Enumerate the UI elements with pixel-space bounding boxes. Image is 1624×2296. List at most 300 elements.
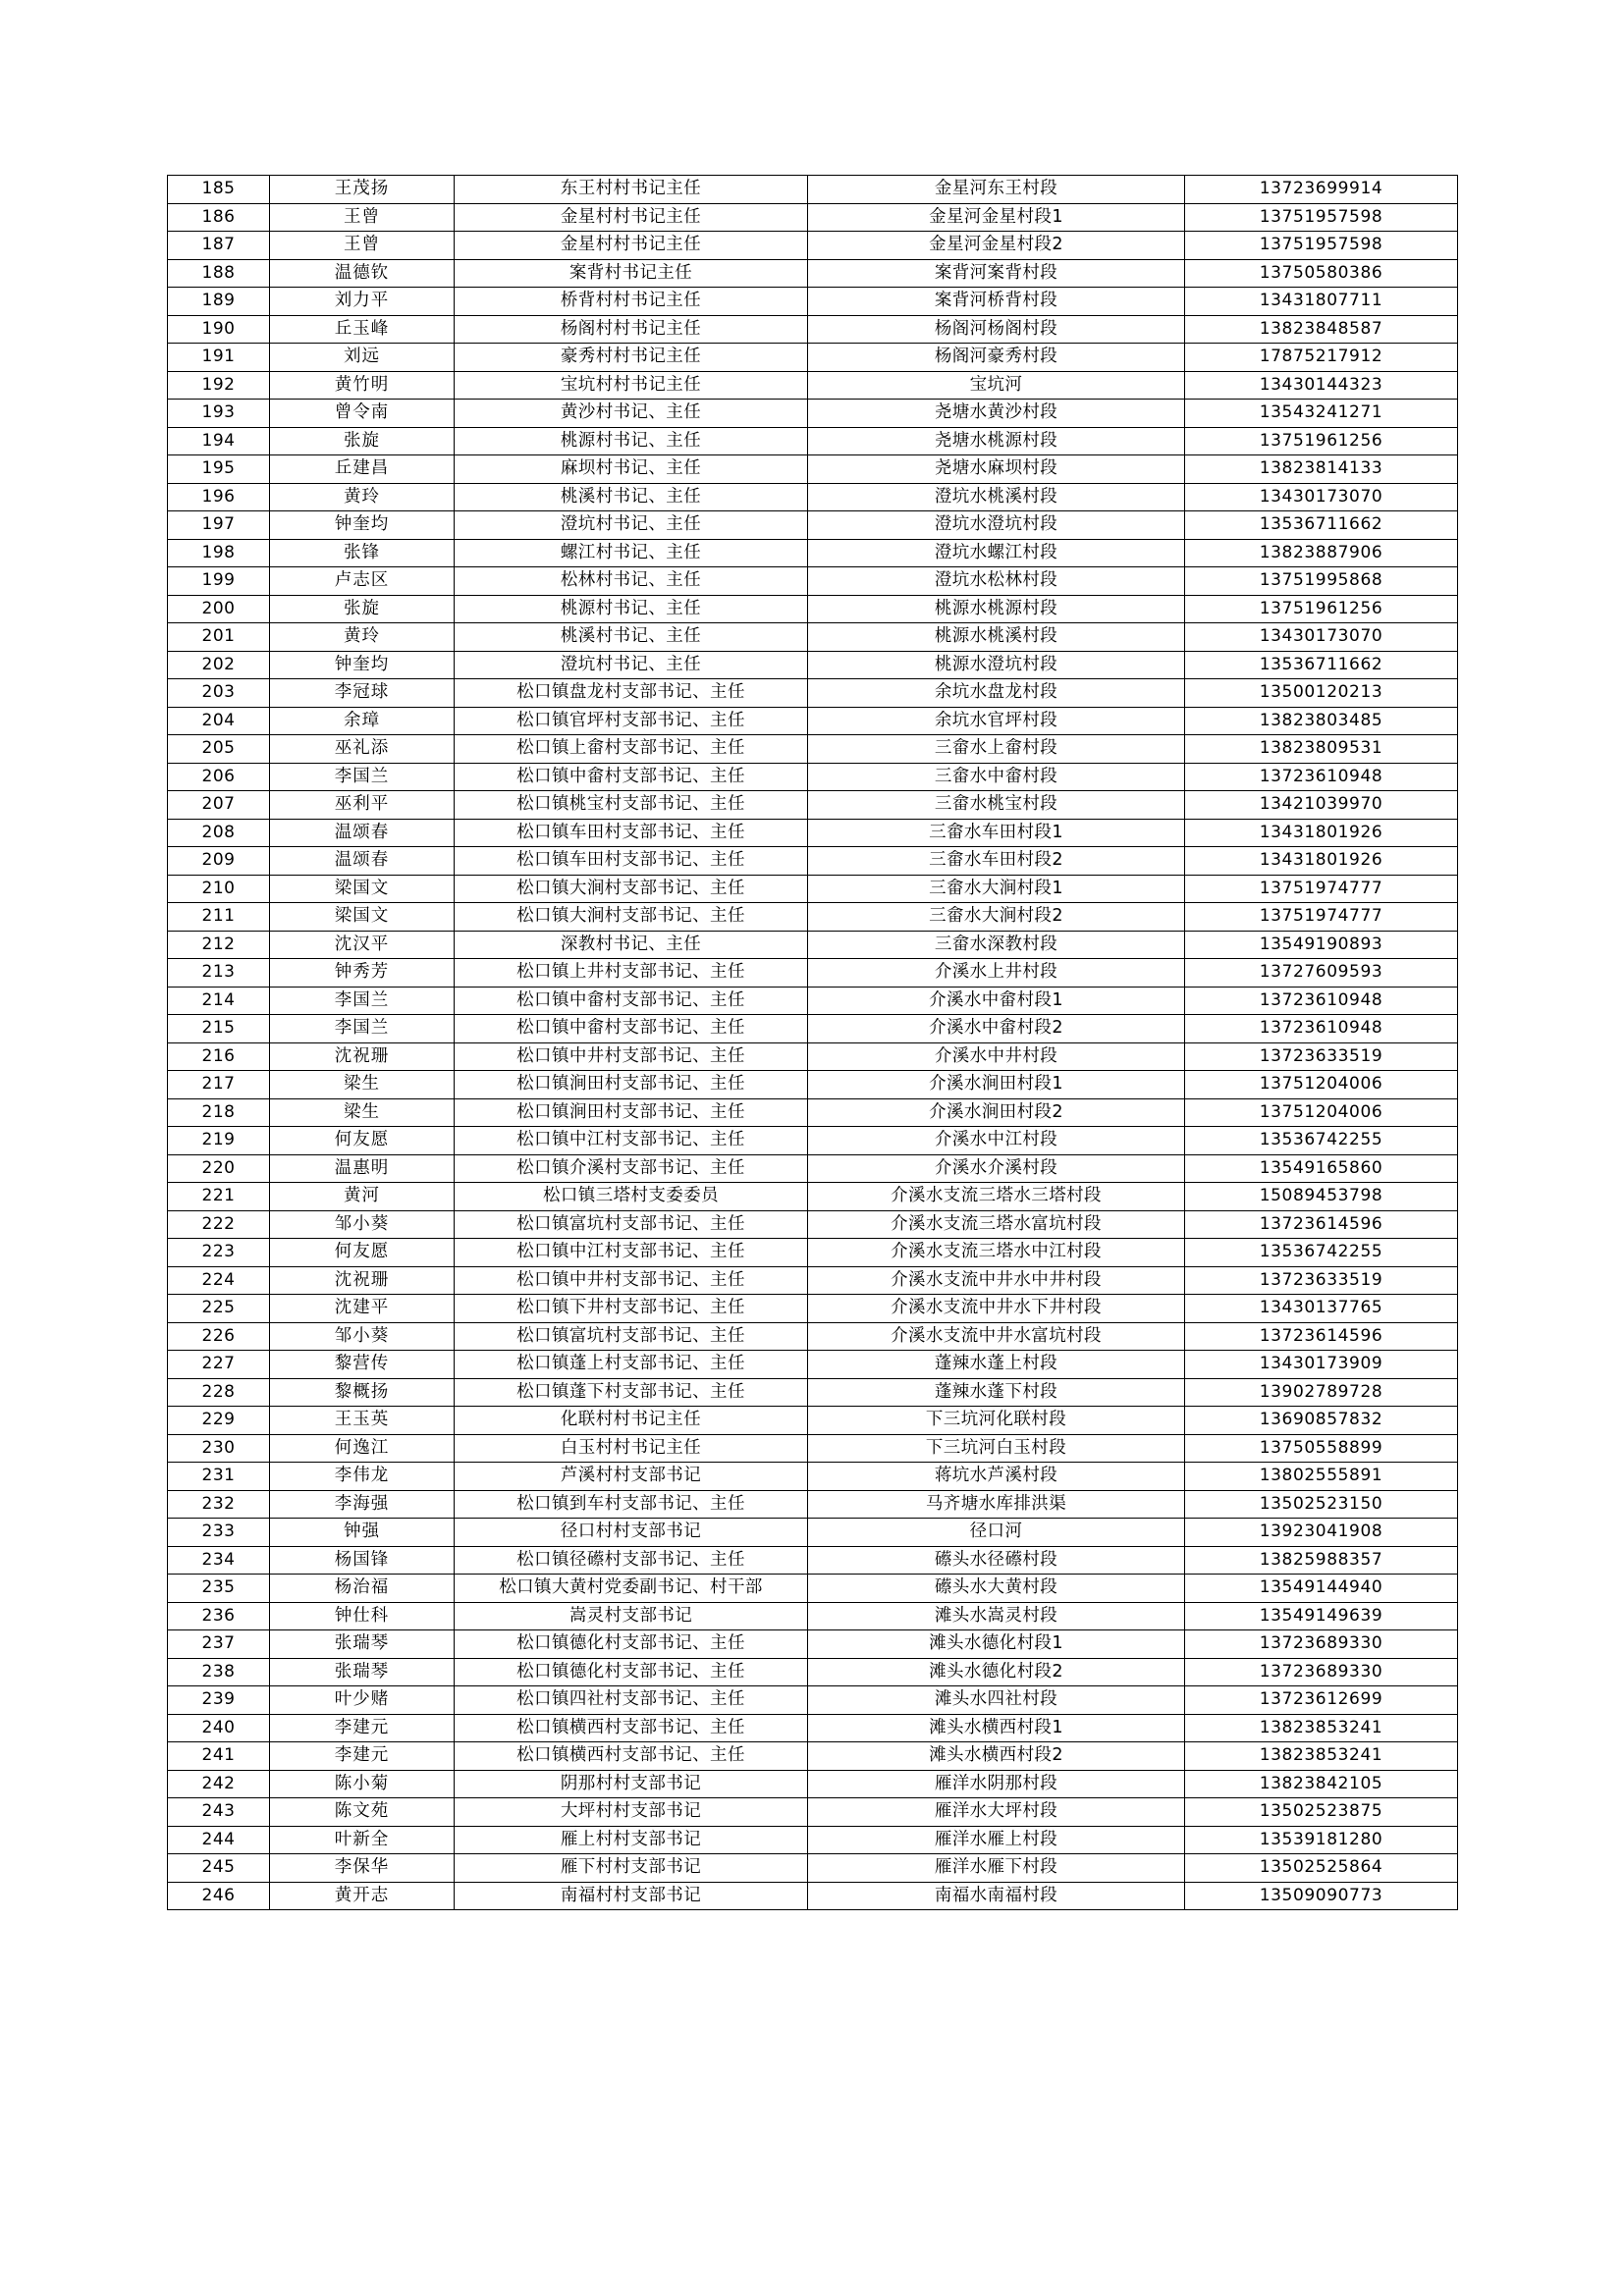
row-index: 224 xyxy=(168,1266,270,1295)
row-index: 245 xyxy=(168,1854,270,1883)
row-index: 230 xyxy=(168,1434,270,1463)
row-reach: 澄坑水桃溪村段 xyxy=(808,483,1185,511)
row-name: 卢志区 xyxy=(270,567,455,596)
table-row xyxy=(168,875,1458,903)
row-phone: 13536711662 xyxy=(1185,511,1458,540)
row-index: 223 xyxy=(168,1239,270,1267)
row-index: 194 xyxy=(168,427,270,455)
row-post: 松口镇盘龙村支部书记、主任 xyxy=(455,679,808,708)
row-reach: 蓬辣水蓬上村段 xyxy=(808,1351,1185,1379)
row-name: 刘力平 xyxy=(270,288,455,316)
row-index: 203 xyxy=(168,679,270,708)
row-name: 李国兰 xyxy=(270,1015,455,1043)
row-name: 杨治福 xyxy=(270,1575,455,1603)
row-post: 松口镇中江村支部书记、主任 xyxy=(455,1127,808,1155)
row-index: 225 xyxy=(168,1295,270,1323)
table-row xyxy=(168,1322,1458,1351)
row-phone: 13751995868 xyxy=(1185,567,1458,596)
row-index: 214 xyxy=(168,987,270,1015)
row-name: 沈祝珊 xyxy=(270,1266,455,1295)
row-name: 李建元 xyxy=(270,1714,455,1742)
row-phone: 13751957598 xyxy=(1185,203,1458,232)
row-name: 陈文苑 xyxy=(270,1798,455,1827)
row-index: 198 xyxy=(168,539,270,567)
row-index: 243 xyxy=(168,1798,270,1827)
row-post: 杨阁村村书记主任 xyxy=(455,315,808,344)
row-name: 沈祝珊 xyxy=(270,1042,455,1071)
table-row xyxy=(168,1854,1458,1883)
row-reach: 三畲水深教村段 xyxy=(808,931,1185,959)
row-post: 麻坝村书记、主任 xyxy=(455,455,808,484)
table-row xyxy=(168,1686,1458,1715)
row-name: 叶新全 xyxy=(270,1826,455,1854)
row-phone: 13823853241 xyxy=(1185,1714,1458,1742)
table-row xyxy=(168,707,1458,735)
table-row xyxy=(168,1434,1458,1463)
row-phone: 13823814133 xyxy=(1185,455,1458,484)
row-name: 梁生 xyxy=(270,1098,455,1127)
row-index: 217 xyxy=(168,1071,270,1099)
row-phone: 13723610948 xyxy=(1185,1015,1458,1043)
table-row xyxy=(168,203,1458,232)
row-reach: 雁洋水大坪村段 xyxy=(808,1798,1185,1827)
row-phone: 13823803485 xyxy=(1185,707,1458,735)
row-index: 231 xyxy=(168,1463,270,1491)
row-post: 松口镇上井村支部书记、主任 xyxy=(455,959,808,988)
row-post: 松口镇车田村支部书记、主任 xyxy=(455,847,808,876)
row-post: 松口镇中井村支部书记、主任 xyxy=(455,1266,808,1295)
row-name: 钟仕科 xyxy=(270,1602,455,1630)
row-phone: 13727609593 xyxy=(1185,959,1458,988)
row-name: 曾令南 xyxy=(270,400,455,428)
row-post: 径口村村支部书记 xyxy=(455,1519,808,1547)
row-phone: 13902789728 xyxy=(1185,1378,1458,1407)
table-row xyxy=(168,400,1458,428)
table-row xyxy=(168,1266,1458,1295)
row-name: 丘玉峰 xyxy=(270,315,455,344)
table-row xyxy=(168,1519,1458,1547)
row-post: 松口镇富坑村支部书记、主任 xyxy=(455,1322,808,1351)
roster-table-body xyxy=(168,176,1458,1910)
row-name: 叶少赌 xyxy=(270,1686,455,1715)
row-name: 温颂春 xyxy=(270,819,455,847)
row-index: 206 xyxy=(168,763,270,791)
row-phone: 13825988357 xyxy=(1185,1546,1458,1575)
row-index: 186 xyxy=(168,203,270,232)
row-reach: 杨阁河杨阁村段 xyxy=(808,315,1185,344)
row-post: 桃源村书记、主任 xyxy=(455,427,808,455)
row-reach: 三畲水桃宝村段 xyxy=(808,791,1185,820)
row-post: 松口镇横西村支部书记、主任 xyxy=(455,1742,808,1771)
row-post: 松口镇到车村支部书记、主任 xyxy=(455,1490,808,1519)
row-name: 李冠球 xyxy=(270,679,455,708)
table-row xyxy=(168,1602,1458,1630)
row-reach: 介溪水支流三塔水中江村段 xyxy=(808,1239,1185,1267)
table-row xyxy=(168,1210,1458,1239)
row-index: 239 xyxy=(168,1686,270,1715)
row-reach: 桃源水澄坑村段 xyxy=(808,651,1185,679)
table-row xyxy=(168,1575,1458,1603)
table-row xyxy=(168,903,1458,932)
row-phone: 13723614596 xyxy=(1185,1322,1458,1351)
table-row xyxy=(168,595,1458,623)
row-reach: 蒋坑水芦溪村段 xyxy=(808,1463,1185,1491)
row-post: 金星村村书记主任 xyxy=(455,232,808,260)
row-name: 温德钦 xyxy=(270,259,455,288)
row-name: 梁生 xyxy=(270,1071,455,1099)
row-post: 松口镇蓬上村支部书记、主任 xyxy=(455,1351,808,1379)
row-index: 195 xyxy=(168,455,270,484)
row-phone: 13502523150 xyxy=(1185,1490,1458,1519)
row-name: 沈汉平 xyxy=(270,931,455,959)
row-name: 黎营传 xyxy=(270,1351,455,1379)
table-row xyxy=(168,791,1458,820)
row-post: 案背村书记主任 xyxy=(455,259,808,288)
row-phone: 13750558899 xyxy=(1185,1434,1458,1463)
row-index: 187 xyxy=(168,232,270,260)
row-name: 黄玲 xyxy=(270,623,455,652)
row-index: 220 xyxy=(168,1154,270,1183)
table-row xyxy=(168,735,1458,764)
row-reach: 介溪水中畲村段2 xyxy=(808,1015,1185,1043)
row-name: 陈小菊 xyxy=(270,1770,455,1798)
row-name: 张瑞琴 xyxy=(270,1630,455,1659)
table-row xyxy=(168,1826,1458,1854)
row-phone: 13549165860 xyxy=(1185,1154,1458,1183)
row-phone: 13823848587 xyxy=(1185,315,1458,344)
table-row xyxy=(168,511,1458,540)
row-index: 221 xyxy=(168,1183,270,1211)
row-name: 何友愿 xyxy=(270,1127,455,1155)
row-reach: 介溪水涧田村段2 xyxy=(808,1098,1185,1127)
table-row xyxy=(168,1015,1458,1043)
row-phone: 17875217912 xyxy=(1185,344,1458,372)
table-row xyxy=(168,371,1458,400)
table-row xyxy=(168,259,1458,288)
row-reach: 桃源水桃源村段 xyxy=(808,595,1185,623)
row-phone: 13723689330 xyxy=(1185,1630,1458,1659)
table-row xyxy=(168,176,1458,204)
table-row xyxy=(168,1490,1458,1519)
row-phone: 13500120213 xyxy=(1185,679,1458,708)
row-post: 黄沙村书记、主任 xyxy=(455,400,808,428)
row-phone: 13802555891 xyxy=(1185,1463,1458,1491)
row-reach: 三畲水上畲村段 xyxy=(808,735,1185,764)
row-post: 南福村村支部书记 xyxy=(455,1882,808,1910)
row-phone: 13823853241 xyxy=(1185,1742,1458,1771)
row-name: 巫利平 xyxy=(270,791,455,820)
row-post: 松口镇车田村支部书记、主任 xyxy=(455,819,808,847)
table-row xyxy=(168,763,1458,791)
row-reach: 礤头水大黄村段 xyxy=(808,1575,1185,1603)
row-reach: 尧塘水麻坝村段 xyxy=(808,455,1185,484)
row-phone: 13823809531 xyxy=(1185,735,1458,764)
row-reach: 滩头水四社村段 xyxy=(808,1686,1185,1715)
row-reach: 滩头水横西村段1 xyxy=(808,1714,1185,1742)
row-index: 199 xyxy=(168,567,270,596)
row-phone: 13430144323 xyxy=(1185,371,1458,400)
row-index: 208 xyxy=(168,819,270,847)
row-name: 梁国文 xyxy=(270,875,455,903)
row-name: 温颂春 xyxy=(270,847,455,876)
row-post: 雁上村村支部书记 xyxy=(455,1826,808,1854)
row-reach: 雁洋水雁下村段 xyxy=(808,1854,1185,1883)
row-reach: 滩头水嵩灵村段 xyxy=(808,1602,1185,1630)
row-reach: 介溪水介溪村段 xyxy=(808,1154,1185,1183)
row-post: 桃溪村书记、主任 xyxy=(455,483,808,511)
row-name: 王曾 xyxy=(270,203,455,232)
row-name: 王曾 xyxy=(270,232,455,260)
row-name: 李伟龙 xyxy=(270,1463,455,1491)
row-index: 241 xyxy=(168,1742,270,1771)
row-post: 阴那村村支部书记 xyxy=(455,1770,808,1798)
row-index: 197 xyxy=(168,511,270,540)
row-index: 192 xyxy=(168,371,270,400)
row-phone: 13751204006 xyxy=(1185,1071,1458,1099)
table-row xyxy=(168,1714,1458,1742)
row-index: 244 xyxy=(168,1826,270,1854)
row-phone: 13823842105 xyxy=(1185,1770,1458,1798)
row-index: 219 xyxy=(168,1127,270,1155)
table-row xyxy=(168,1546,1458,1575)
row-name: 李国兰 xyxy=(270,987,455,1015)
row-name: 李国兰 xyxy=(270,763,455,791)
table-row xyxy=(168,1351,1458,1379)
row-post: 化联村村书记主任 xyxy=(455,1407,808,1435)
row-name: 何友愿 xyxy=(270,1239,455,1267)
row-phone: 13502525864 xyxy=(1185,1854,1458,1883)
row-index: 185 xyxy=(168,176,270,204)
row-index: 190 xyxy=(168,315,270,344)
table-row xyxy=(168,567,1458,596)
row-phone: 13430173909 xyxy=(1185,1351,1458,1379)
row-index: 233 xyxy=(168,1519,270,1547)
table-row xyxy=(168,1407,1458,1435)
row-reach: 介溪水上井村段 xyxy=(808,959,1185,988)
table-row xyxy=(168,1154,1458,1183)
row-reach: 滩头水德化村段1 xyxy=(808,1630,1185,1659)
table-row xyxy=(168,315,1458,344)
row-name: 沈建平 xyxy=(270,1295,455,1323)
row-phone: 13549190893 xyxy=(1185,931,1458,959)
row-phone: 13430173070 xyxy=(1185,623,1458,652)
row-phone: 13723633519 xyxy=(1185,1266,1458,1295)
row-post: 澄坑村书记、主任 xyxy=(455,651,808,679)
row-phone: 13539181280 xyxy=(1185,1826,1458,1854)
row-index: 204 xyxy=(168,707,270,735)
row-index: 236 xyxy=(168,1602,270,1630)
row-reach: 介溪水支流三塔水富坑村段 xyxy=(808,1210,1185,1239)
row-name: 黄河 xyxy=(270,1183,455,1211)
row-phone: 13536742255 xyxy=(1185,1127,1458,1155)
row-reach: 尧塘水黄沙村段 xyxy=(808,400,1185,428)
table-row xyxy=(168,819,1458,847)
row-reach: 介溪水中畲村段1 xyxy=(808,987,1185,1015)
row-index: 227 xyxy=(168,1351,270,1379)
row-index: 234 xyxy=(168,1546,270,1575)
row-post: 雁下村村支部书记 xyxy=(455,1854,808,1883)
row-reach: 三畲水中畲村段 xyxy=(808,763,1185,791)
row-index: 222 xyxy=(168,1210,270,1239)
row-post: 松口镇四社村支部书记、主任 xyxy=(455,1686,808,1715)
row-index: 202 xyxy=(168,651,270,679)
row-phone: 13421039970 xyxy=(1185,791,1458,820)
row-name: 王茂扬 xyxy=(270,176,455,204)
table-row xyxy=(168,931,1458,959)
table-row xyxy=(168,483,1458,511)
table-row xyxy=(168,1071,1458,1099)
row-name: 邹小葵 xyxy=(270,1210,455,1239)
row-post: 松口镇三塔村支委委员 xyxy=(455,1183,808,1211)
row-reach: 下三坑河化联村段 xyxy=(808,1407,1185,1435)
row-name: 张锋 xyxy=(270,539,455,567)
row-index: 213 xyxy=(168,959,270,988)
row-post: 豪秀村村书记主任 xyxy=(455,344,808,372)
row-post: 桥背村村书记主任 xyxy=(455,288,808,316)
row-phone: 13690857832 xyxy=(1185,1407,1458,1435)
row-post: 松口镇德化村支部书记、主任 xyxy=(455,1630,808,1659)
row-phone: 13723633519 xyxy=(1185,1042,1458,1071)
row-reach: 介溪水中井村段 xyxy=(808,1042,1185,1071)
row-index: 229 xyxy=(168,1407,270,1435)
table-row xyxy=(168,455,1458,484)
row-name: 黄竹明 xyxy=(270,371,455,400)
row-reach: 澄坑水澄坑村段 xyxy=(808,511,1185,540)
table-row xyxy=(168,959,1458,988)
row-reach: 杨阁河豪秀村段 xyxy=(808,344,1185,372)
row-post: 松口镇径礤村支部书记、主任 xyxy=(455,1546,808,1575)
row-post: 桃源村书记、主任 xyxy=(455,595,808,623)
row-phone: 13430137765 xyxy=(1185,1295,1458,1323)
row-phone: 13823887906 xyxy=(1185,539,1458,567)
row-reach: 介溪水支流中井水下井村段 xyxy=(808,1295,1185,1323)
row-post: 松口镇中井村支部书记、主任 xyxy=(455,1042,808,1071)
row-phone: 13543241271 xyxy=(1185,400,1458,428)
row-post: 桃溪村书记、主任 xyxy=(455,623,808,652)
row-reach: 桃源水桃溪村段 xyxy=(808,623,1185,652)
row-name: 钟奎均 xyxy=(270,511,455,540)
row-reach: 滩头水德化村段2 xyxy=(808,1658,1185,1686)
row-post: 松口镇涧田村支部书记、主任 xyxy=(455,1098,808,1127)
row-post: 松口镇蓬下村支部书记、主任 xyxy=(455,1378,808,1407)
table-row xyxy=(168,1770,1458,1798)
table-row xyxy=(168,1463,1458,1491)
row-index: 201 xyxy=(168,623,270,652)
row-index: 235 xyxy=(168,1575,270,1603)
row-phone: 13751957598 xyxy=(1185,232,1458,260)
table-row xyxy=(168,344,1458,372)
row-reach: 三畲水大涧村段2 xyxy=(808,903,1185,932)
row-name: 黄玲 xyxy=(270,483,455,511)
row-name: 李建元 xyxy=(270,1742,455,1771)
row-name: 李保华 xyxy=(270,1854,455,1883)
row-phone: 13751204006 xyxy=(1185,1098,1458,1127)
row-phone: 13536742255 xyxy=(1185,1239,1458,1267)
row-post: 嵩灵村支部书记 xyxy=(455,1602,808,1630)
row-reach: 余坑水官坪村段 xyxy=(808,707,1185,735)
row-phone: 13751974777 xyxy=(1185,875,1458,903)
table-row xyxy=(168,623,1458,652)
row-phone: 13723612699 xyxy=(1185,1686,1458,1715)
row-index: 191 xyxy=(168,344,270,372)
table-row xyxy=(168,987,1458,1015)
row-phone: 13431801926 xyxy=(1185,819,1458,847)
row-index: 246 xyxy=(168,1882,270,1910)
row-post: 松口镇大涧村支部书记、主任 xyxy=(455,875,808,903)
table-row xyxy=(168,1183,1458,1211)
table-row xyxy=(168,1239,1458,1267)
table-row xyxy=(168,1295,1458,1323)
row-phone: 13750580386 xyxy=(1185,259,1458,288)
row-reach: 金星河东王村段 xyxy=(808,176,1185,204)
row-post: 白玉村村书记主任 xyxy=(455,1434,808,1463)
table-row xyxy=(168,1742,1458,1771)
table-row xyxy=(168,232,1458,260)
row-post: 松口镇德化村支部书记、主任 xyxy=(455,1658,808,1686)
row-reach: 澄坑水松林村段 xyxy=(808,567,1185,596)
row-post: 松口镇中畲村支部书记、主任 xyxy=(455,1015,808,1043)
row-reach: 介溪水支流中井水富坑村段 xyxy=(808,1322,1185,1351)
row-reach: 雁洋水阴那村段 xyxy=(808,1770,1185,1798)
row-index: 215 xyxy=(168,1015,270,1043)
row-index: 237 xyxy=(168,1630,270,1659)
row-reach: 介溪水支流三塔水三塔村段 xyxy=(808,1183,1185,1211)
row-index: 242 xyxy=(168,1770,270,1798)
row-reach: 尧塘水桃源村段 xyxy=(808,427,1185,455)
row-index: 240 xyxy=(168,1714,270,1742)
row-index: 189 xyxy=(168,288,270,316)
row-name: 丘建昌 xyxy=(270,455,455,484)
row-post: 宝坑村村书记主任 xyxy=(455,371,808,400)
row-post: 深教村书记、主任 xyxy=(455,931,808,959)
row-reach: 滩头水横西村段2 xyxy=(808,1742,1185,1771)
row-index: 211 xyxy=(168,903,270,932)
row-phone: 13723699914 xyxy=(1185,176,1458,204)
row-index: 210 xyxy=(168,875,270,903)
table-row xyxy=(168,1882,1458,1910)
row-index: 193 xyxy=(168,400,270,428)
table-row xyxy=(168,539,1458,567)
row-phone: 13923041908 xyxy=(1185,1519,1458,1547)
row-post: 松口镇中江村支部书记、主任 xyxy=(455,1239,808,1267)
row-post: 松口镇大黄村党委副书记、村干部 xyxy=(455,1575,808,1603)
row-name: 余璋 xyxy=(270,707,455,735)
table-row xyxy=(168,1630,1458,1659)
row-post: 松口镇下井村支部书记、主任 xyxy=(455,1295,808,1323)
row-post: 松口镇中畲村支部书记、主任 xyxy=(455,763,808,791)
row-name: 巫礼添 xyxy=(270,735,455,764)
river-chief-roster-table xyxy=(167,175,1458,1910)
row-post: 螺江村书记、主任 xyxy=(455,539,808,567)
row-reach: 余坑水盘龙村段 xyxy=(808,679,1185,708)
row-phone: 13751961256 xyxy=(1185,427,1458,455)
table-row xyxy=(168,1378,1458,1407)
row-phone: 13502523875 xyxy=(1185,1798,1458,1827)
row-reach: 金星河金星村段2 xyxy=(808,232,1185,260)
row-index: 196 xyxy=(168,483,270,511)
row-post: 松口镇中畲村支部书记、主任 xyxy=(455,987,808,1015)
row-phone: 13751961256 xyxy=(1185,595,1458,623)
row-phone: 13751974777 xyxy=(1185,903,1458,932)
row-reach: 介溪水涧田村段1 xyxy=(808,1071,1185,1099)
row-post: 松口镇官坪村支部书记、主任 xyxy=(455,707,808,735)
row-phone: 13536711662 xyxy=(1185,651,1458,679)
row-post: 金星村村书记主任 xyxy=(455,203,808,232)
row-reach: 澄坑水螺江村段 xyxy=(808,539,1185,567)
row-reach: 马齐塘水库排洪渠 xyxy=(808,1490,1185,1519)
row-index: 218 xyxy=(168,1098,270,1127)
row-phone: 15089453798 xyxy=(1185,1183,1458,1211)
